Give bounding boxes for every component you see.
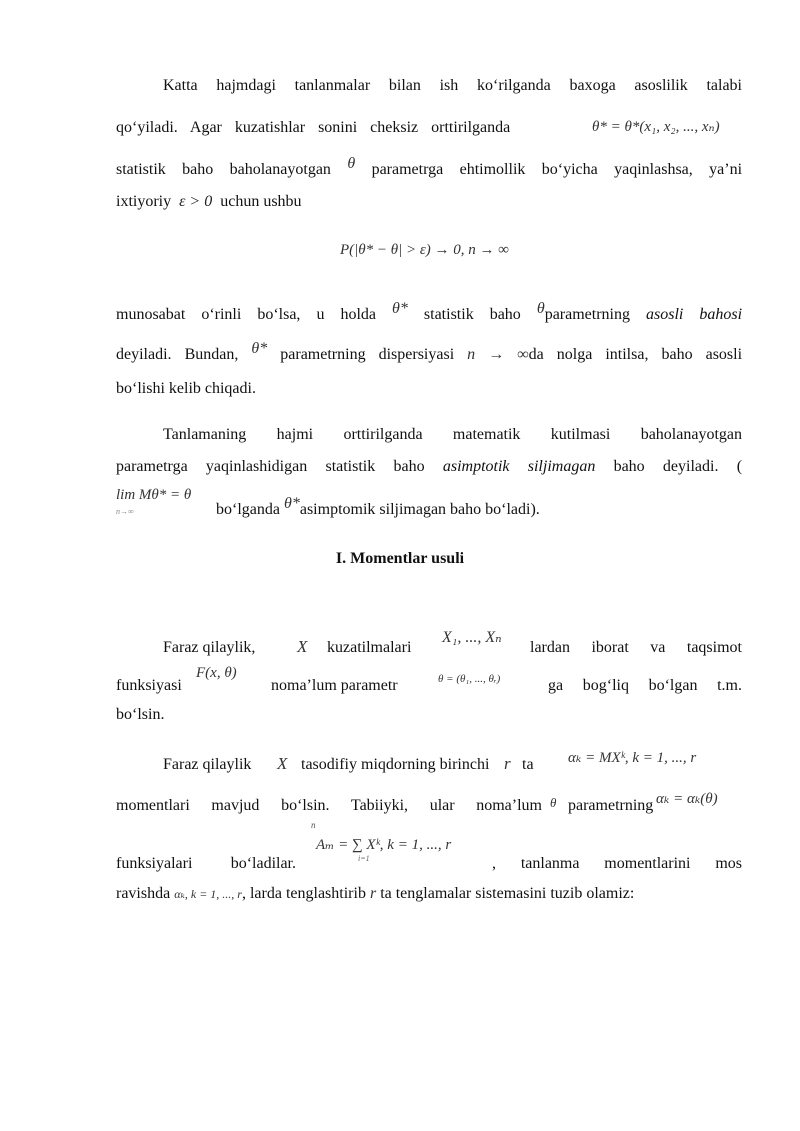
sample-formula: X₁, ..., Xₙ: [442, 629, 502, 646]
r-variable: r: [369, 885, 377, 902]
x-variable: X: [297, 637, 308, 656]
text: ga bog‘liq bo‘lgan t.m.: [548, 677, 742, 694]
text: momentlari mavjud bo‘lsin. Tabiiyki, ular noma’lum: [116, 797, 542, 814]
text-group: [216, 495, 540, 519]
probability-convergence-formula: P(|θ* − θ| > ε) → 0, n → ∞: [340, 242, 509, 258]
theta-symbol: θ: [536, 300, 545, 317]
paragraph-1-line-2: [116, 119, 742, 137]
text: , tanlanma momentlarini mos: [492, 855, 742, 872]
moment-function-formula: αₖ = αₖ(θ): [656, 791, 718, 807]
paragraph-1-line-1: Katta hajmdagi tanlanmalar bilan ish ko‘rilganda baxoga asoslilik talabi: [163, 77, 742, 94]
theta-star-symbol: θ*: [283, 495, 300, 512]
alpha-k-formula: αₖ, k = 1, ..., r: [174, 887, 242, 901]
sample-moment-formula: Aₘ = ∑ Xᵏ, k = 1, ..., r: [316, 837, 452, 853]
text: uchun ushbu: [220, 193, 302, 210]
limit-formula: lim Mθ* = θ: [116, 487, 192, 503]
paragraph-1-line-3: [116, 155, 743, 179]
text: munosabat o‘rinli bo‘lsa, u holda: [116, 306, 377, 323]
paragraph-2-line-2: [116, 340, 743, 364]
text: parametrning dispersiyasi: [280, 346, 455, 363]
text: kuzatilmalari: [327, 639, 412, 656]
paragraph-5-line-1: [116, 748, 742, 778]
parameter-vector: θ = (θ₁, ..., θᵣ): [438, 673, 501, 685]
text: parametrga ehtimollik bo‘yicha yaqinlashsa, ya’ni: [371, 161, 743, 178]
paragraph-1-line-4: [116, 193, 742, 211]
text: tasodifiy miqdorning birinchi: [301, 756, 490, 773]
text: ixtiyoriy: [116, 193, 172, 210]
theta-star-estimator-formula: θ* = θ*(x₁, x₂, ..., xₙ): [592, 119, 720, 135]
theta-symbol: θ: [550, 795, 557, 810]
x-variable: X: [277, 754, 288, 773]
paragraph-4-line-3: bo‘lsin.: [116, 706, 165, 723]
paragraph-2-line-1: [116, 300, 743, 324]
text: da nolga intilsa, baho asosli: [528, 346, 743, 363]
text: funksiyasi: [116, 677, 182, 694]
text: parametrga yaqinlashidigan statistik baho: [116, 458, 425, 475]
term-asosli-bahosi: asosli bahosi: [646, 306, 743, 323]
paragraph-5-line-4: [116, 885, 742, 903]
moment-definition-formula: αₖ = MXᵏ, k = 1, ..., r: [568, 750, 697, 766]
text: Faraz qilaylik,: [163, 639, 256, 656]
paragraph-5-line-3: [116, 855, 742, 879]
text: noma’lum parametr: [271, 677, 398, 694]
text: funksiyalari bo‘ladilar.: [116, 855, 296, 872]
sum-lower-limit: i=1: [358, 854, 370, 863]
r-variable: r: [504, 754, 511, 773]
text: qo‘yiladi. Agar kuzatishlar sonini cheksiz orttirilganda: [116, 119, 511, 136]
text: parametrning: [544, 306, 630, 323]
paragraph-3-line-3: [116, 487, 742, 521]
term-asimptotik-siljimagan: asimptotik siljimagan: [442, 458, 596, 475]
paragraph-4-line-1: [116, 627, 742, 657]
text: parametrning: [568, 797, 654, 814]
epsilon-condition: ε > 0: [179, 193, 213, 210]
text: lardan iborat va taqsimot: [530, 639, 742, 656]
paragraph-5-line-2: [116, 789, 742, 819]
text: Faraz qilaylik: [163, 756, 252, 773]
theta-symbol: θ: [347, 155, 356, 172]
n-to-infinity: n → ∞: [467, 346, 529, 363]
text: bo‘lganda: [216, 501, 280, 518]
text: deyiladi. Bundan,: [116, 346, 239, 363]
limit-subscript: n→∞: [116, 507, 134, 516]
sum-upper-limit: n: [311, 820, 316, 830]
paragraph-3-line-1: Tanlamaning hajmi orttirilganda matematik kutilmasi baholanayotgan: [163, 426, 742, 443]
theta-star-symbol: θ*: [392, 300, 408, 317]
text: statistik baho baholanayotgan: [116, 161, 331, 178]
section-heading: I. Momentlar usuli: [335, 550, 465, 567]
text: asimptomik siljimagan baho bo‘ladi).: [299, 501, 540, 518]
paragraph-3-line-2: [116, 458, 742, 476]
text: ta tenglamalar sistemasini tuzib olamiz:: [380, 885, 635, 902]
text: , larda tenglashtirib: [241, 885, 366, 902]
text: baho deyiladi. (: [613, 458, 743, 475]
paragraph-2-line-3: bo‘lishi kelib chiqadi.: [116, 380, 256, 397]
paragraph-4-line-2: [116, 665, 742, 695]
distribution-function: F(x, θ): [196, 665, 237, 681]
theta-star-symbol: θ*: [251, 340, 268, 357]
text: ravishda: [116, 885, 171, 902]
text: ta: [522, 756, 534, 773]
text: statistik baho: [423, 306, 521, 323]
